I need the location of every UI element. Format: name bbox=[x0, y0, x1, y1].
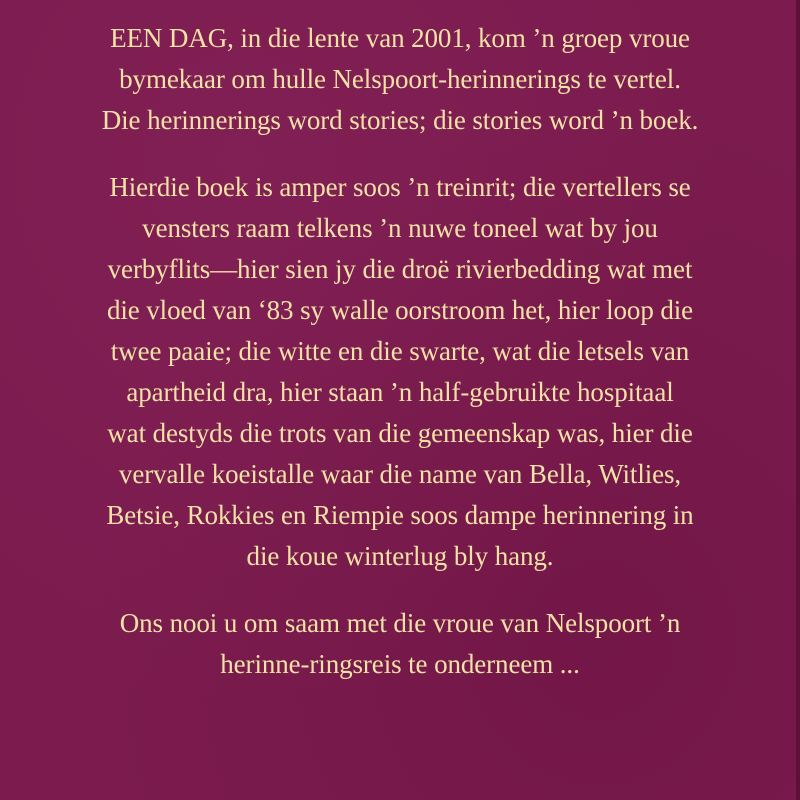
text-line: verbyflits—hier sien jy die droë rivierbedding wat met bbox=[107, 254, 693, 284]
text-line: apartheid dra, hier staan ’n half-gebruikte hospitaal bbox=[126, 377, 674, 407]
text-line: die koue winterlug bly hang. bbox=[246, 541, 554, 571]
text-line: herinne-ringsreis te onderneem ... bbox=[220, 649, 580, 679]
text-line: vensters raam telkens ’n nuwe toneel wat by jou bbox=[142, 213, 658, 243]
text-line: Hierdie boek is amper soos ’n treinrit; die vertellers se bbox=[109, 172, 691, 202]
cover-edge bbox=[796, 0, 800, 800]
text-line: die vloed van ‘83 sy walle oorstroom het, hier loop die bbox=[106, 295, 694, 325]
paragraph-description bbox=[0, 167, 800, 577]
text-line: Ons nooi u om saam met die vroue van Nelspoort ’n bbox=[119, 608, 681, 638]
text-line: Betsie, Rokkies en Riempie soos dampe herinnering in bbox=[106, 500, 694, 530]
text-line: Die herinnerings word stories; die stories word ’n boek. bbox=[101, 105, 699, 135]
paragraph-intro bbox=[0, 18, 800, 141]
paragraph-invitation bbox=[0, 603, 800, 685]
text-line: wat destyds die trots van die gemeenskap was, hier die bbox=[107, 418, 693, 448]
text-line: EEN DAG, in die lente van 2001, kom ’n groep vroue bbox=[110, 23, 690, 53]
text-line: vervalle koeistalle waar die name van Bella, Witlies, bbox=[118, 459, 682, 489]
text-line: twee paaie; die witte en die swarte, wat die letsels van bbox=[110, 336, 690, 366]
text-line: bymekaar om hulle Nelspoort-herinnerings te vertel. bbox=[119, 64, 681, 94]
